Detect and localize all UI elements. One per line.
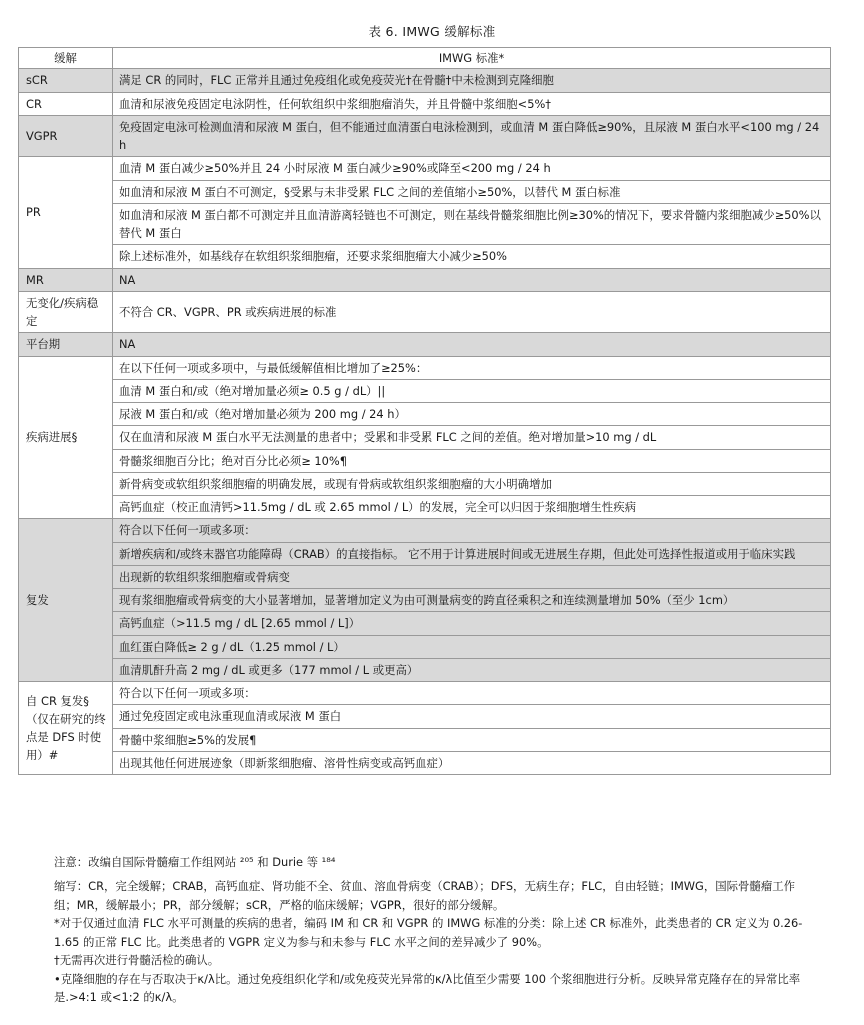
abbreviations-note: 缩写：CR，完全缓解；CRAB，高钙血症、肾功能不全、贫血、溶血骨病变（CRAB）；DFS，无病生存；FLC，自由轻链；IMWG，国际骨髓瘤工作组；MR，缓解最小；PR，部分缓解；sCR，严格的临床缓解；VGPR，很好的部分缓解。	[54, 879, 795, 912]
footnote-dagger: †无需再次进行骨髓活检的确认。	[54, 953, 220, 968]
response-label-stable: 无变化/疾病稳定	[19, 291, 113, 333]
table-footnotes	[54, 853, 804, 1007]
criteria-cell: 尿液 M 蛋白和/或（绝对增加量必须为 200 mg / 24 h）	[113, 403, 831, 426]
footnote-bullet: •克隆细胞的存在与否取决于κ/λ比。通过免疫组织化学和/或免疫荧光异常的κ/λ比值至少需要 100 个浆细胞进行分析。反映异常克隆存在的异常比率是.>4:1 或<1:2 的κ/λ。	[54, 971, 801, 1005]
criteria-cell: 如血清和尿液 M 蛋白不可测定，§受累与未非受累 FLC 之间的差值缩小≥50%，以替代 M 蛋白标准	[113, 180, 831, 203]
table-row	[19, 379, 831, 402]
criteria-cell: 符合以下任何一项或多项：	[113, 682, 831, 705]
table-row	[19, 682, 831, 705]
table-row	[19, 705, 831, 728]
table-row	[19, 635, 831, 658]
source-note: 注意：改编自国际骨髓瘤工作组网站 ²⁰⁵ 和 Durie 等 ¹⁸⁴	[54, 855, 336, 869]
response-label-vgpr: VGPR	[19, 115, 113, 157]
table-row	[19, 291, 831, 333]
table-row	[19, 333, 831, 356]
table-row	[19, 728, 831, 751]
criteria-cell: 新增疾病和/或终末器官功能障碍（CRAB）的直接指标。 它不用于计算进展时间或无进展生存期，但此处可选择性报道或用于临床实践	[113, 542, 831, 565]
table-row	[19, 356, 831, 379]
response-label-plateau: 平台期	[19, 333, 113, 356]
response-label-scr: sCR	[19, 69, 113, 92]
table-row	[19, 203, 831, 245]
table-row	[19, 472, 831, 495]
criteria-cell: 血清 M 蛋白减少≥50%并且 24 小时尿液 M 蛋白减少≥90%或降至<200 mg / 24 h	[113, 157, 831, 180]
footnote-asterisk: *对于仅通过血清 FLC 水平可测量的疾病的患者，编码 IM 和 CR 和 VGPR 的 IMWG 标准的分类：除上述 CR 标准外，此类患者的 CR 定义为 0.26-1.65 的正常 FLC 比。此类患者的 VGPR 定义为参与和未参与 FLC 水平之间的差异减少了 90%。	[54, 916, 803, 949]
imwg-criteria-table	[18, 47, 831, 775]
table-row	[19, 565, 831, 588]
table-row	[19, 519, 831, 542]
criteria-cell: NA	[113, 268, 831, 291]
table-row	[19, 658, 831, 681]
table-row	[19, 180, 831, 203]
table-header-row	[19, 48, 831, 69]
criteria-cell: NA	[113, 333, 831, 356]
criteria-cell: 免疫固定电泳可检测血清和尿液 M 蛋白，但不能通过血清蛋白电泳检测到，或血清 M 蛋白降低≥90%，且尿液 M 蛋白水平<100 mg / 24 h	[113, 115, 831, 157]
table-row	[19, 449, 831, 472]
criteria-cell: 符合以下任何一项或多项：	[113, 519, 831, 542]
table-row	[19, 92, 831, 115]
header-response: 缓解	[19, 48, 113, 69]
table-row	[19, 245, 831, 268]
table-row	[19, 268, 831, 291]
criteria-cell: 满足 CR 的同时，FLC 正常并且通过免疫组化或免疫荧光†在骨髓†中未检测到克隆细胞	[113, 69, 831, 92]
criteria-cell: 骨髓中浆细胞≥5%的发展¶	[113, 728, 831, 751]
criteria-cell: 仅在血清和尿液 M 蛋白水平无法测量的患者中；受累和非受累 FLC 之间的差值。绝对增加量>10 mg / dL	[113, 426, 831, 449]
criteria-cell: 血清 M 蛋白和/或（绝对增加量必须≥ 0.5 g / dL）||	[113, 379, 831, 402]
table-row	[19, 157, 831, 180]
criteria-cell: 血清肌酐升高 2 mg / dL 或更多（177 mmol / L 或更高）	[113, 658, 831, 681]
criteria-cell: 在以下任何一项或多项中，与最低缓解值相比增加了≥25%：	[113, 356, 831, 379]
criteria-cell: 新骨病变或软组织浆细胞瘤的明确发展，或现有骨病或软组织浆细胞瘤的大小明确增加	[113, 472, 831, 495]
criteria-cell: 如血清和尿液 M 蛋白都不可测定并且血清游离轻链也不可测定，则在基线骨髓浆细胞比例≥30%的情况下，要求骨髓内浆细胞减少≥50%以替代 M 蛋白	[113, 203, 831, 245]
criteria-cell: 高钙血症（>11.5 mg / dL [2.65 mmol / L]）	[113, 612, 831, 635]
criteria-cell: 现有浆细胞瘤或骨病变的大小显著增加，显著增加定义为由可测量病变的跨直径乘积之和连续测量增加 50%（至少 1cm）	[113, 589, 831, 612]
criteria-cell: 出现其他任何进展迹象（即新浆细胞瘤、溶骨性病变或高钙血症）	[113, 751, 831, 774]
table-row	[19, 69, 831, 92]
table-row	[19, 403, 831, 426]
response-label-mr: MR	[19, 268, 113, 291]
response-label-pr: PR	[19, 157, 113, 268]
criteria-cell: 血红蛋白降低≥ 2 g / dL（1.25 mmol / L）	[113, 635, 831, 658]
response-label-progression: 疾病进展§	[19, 356, 113, 519]
criteria-cell: 不符合 CR、VGPR、PR 或疾病进展的标准	[113, 291, 831, 333]
response-label-relapse: 复发	[19, 519, 113, 682]
criteria-cell: 除上述标准外，如基线存在软组织浆细胞瘤，还要求浆细胞瘤大小减少≥50%	[113, 245, 831, 268]
table-caption: 表 6. IMWG 缓解标准	[368, 24, 496, 39]
criteria-cell: 高钙血症（校正血清钙>11.5mg / dL 或 2.65 mmol / L）的发展，完全可以归因于浆细胞增生性疾病	[113, 496, 831, 519]
table-row	[19, 751, 831, 774]
criteria-cell: 血清和尿液免疫固定电泳阴性，任何软组织中浆细胞瘤消失，并且骨髓中浆细胞<5%†	[113, 92, 831, 115]
header-imwg-criteria: IMWG 标准*	[113, 48, 831, 69]
criteria-cell: 通过免疫固定或电泳重现血清或尿液 M 蛋白	[113, 705, 831, 728]
table-row	[19, 426, 831, 449]
table-row	[19, 589, 831, 612]
criteria-cell: 出现新的软组织浆细胞瘤或骨病变	[113, 565, 831, 588]
response-label-cr: CR	[19, 92, 113, 115]
criteria-cell: 骨髓浆细胞百分比；绝对百分比必须≥ 10%¶	[113, 449, 831, 472]
table-row	[19, 115, 831, 157]
table-row	[19, 496, 831, 519]
table-row	[19, 612, 831, 635]
response-label-relapse-from-cr: 自 CR 复发§（仅在研究的终点是 DFS 时使用）#	[19, 682, 113, 775]
table-row	[19, 542, 831, 565]
